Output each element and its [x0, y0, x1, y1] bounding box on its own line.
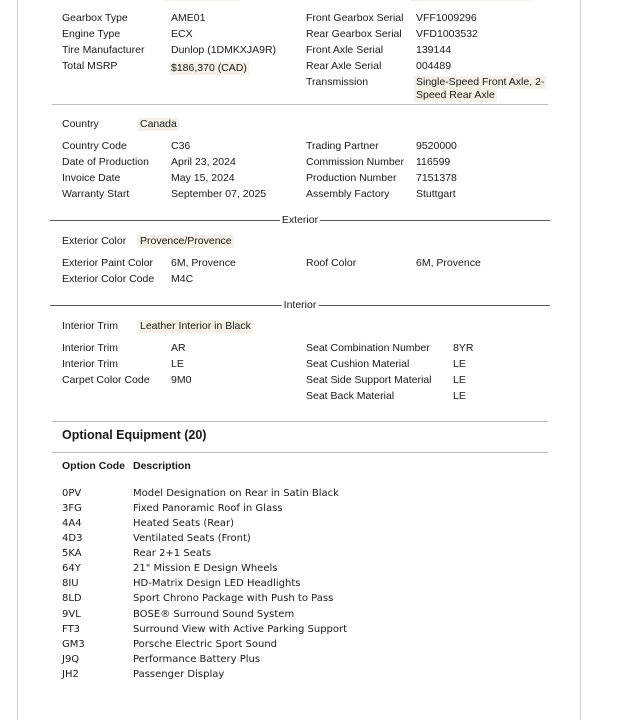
field-value: 8YR: [453, 342, 474, 354]
option-code: 4D3: [62, 533, 83, 544]
option-code: 64Y: [62, 563, 81, 574]
option-code: 8LD: [62, 593, 82, 604]
field-label: Front Axle Serial: [306, 44, 384, 56]
field-value: Dunlop (1DMKXJA9R): [171, 44, 277, 56]
field-value: April 23, 2024: [171, 156, 236, 168]
field-value: Stuttgart: [416, 188, 456, 200]
option-description: Passenger Display: [133, 669, 225, 680]
field-value: AME01: [171, 12, 206, 24]
option-description: Porsche Electric Sport Sound: [133, 639, 278, 650]
field-value: VFF1009296: [416, 12, 477, 24]
field-value: 139144: [416, 44, 452, 56]
field-label: Carpet Color Code: [62, 374, 150, 386]
field-label: Interior Trim: [62, 342, 119, 354]
field-value: LE: [453, 358, 466, 370]
field-value: Leather Interior in Black: [140, 320, 251, 332]
field-label: Exterior Paint Color: [62, 257, 154, 269]
field-label: Roof Color: [306, 257, 357, 269]
option-description: Sport Chrono Package with Push to Pass: [133, 593, 334, 604]
field-label: Exterior Color Code: [62, 273, 155, 285]
field-value: C36: [171, 140, 191, 152]
field-label: Rear Gearbox Serial: [306, 28, 402, 40]
page-left-edge: [17, 0, 18, 720]
section-title-interior: Interior: [283, 299, 317, 311]
field-label: Transmission: [306, 76, 369, 88]
field-label: Trading Partner: [306, 140, 379, 152]
field-value: Single-Speed Front Axle, 2-: [416, 76, 545, 88]
option-code: 3FG: [62, 503, 82, 514]
field-label: Assembly Factory: [306, 188, 390, 200]
column-header-code: Option Code: [62, 460, 125, 472]
option-description: Surround View with Active Parking Support: [133, 624, 348, 635]
field-label: Seat Side Support Material: [306, 374, 432, 386]
field-value: ECX: [171, 28, 193, 40]
option-code: J9Q: [62, 654, 80, 665]
field-label: Seat Cushion Material: [306, 358, 410, 370]
country-label: Country: [62, 118, 99, 130]
field-value: 004489: [416, 60, 452, 72]
field-value: LE: [171, 358, 184, 370]
option-code: FT3: [62, 624, 81, 635]
field-label: Warranty Start: [62, 188, 130, 200]
field-label: Exterior Color: [62, 235, 127, 247]
option-description: Rear 2+1 Seats: [133, 548, 212, 559]
field-label: Rear Axle Serial: [306, 60, 382, 72]
country-value: Canada: [140, 118, 177, 130]
field-label: Front Gearbox Serial: [306, 12, 404, 24]
field-value: September 07, 2025: [171, 188, 267, 200]
equipment-title: Optional Equipment (20): [62, 428, 207, 442]
field-label: Date of Production: [62, 156, 149, 168]
option-description: BOSE® Surround Sound System: [133, 609, 295, 620]
field-value: 116599: [416, 156, 451, 168]
cropped-highlight: [164, 0, 240, 1]
option-code: 9VL: [62, 609, 81, 620]
option-code: 8IU: [62, 578, 79, 589]
field-label: Total MSRP: [62, 60, 118, 72]
option-description: Heated Seats (Rear): [133, 518, 235, 529]
field-label: Interior Trim: [62, 320, 119, 332]
field-label: Tire Manufacturer: [62, 44, 145, 56]
field-label: Engine Type: [62, 28, 121, 40]
section-title-exterior: Exterior: [281, 214, 319, 226]
divider: [52, 421, 548, 422]
divider: [52, 104, 548, 105]
option-description: Fixed Panoramic Roof in Glass: [133, 503, 283, 514]
field-value: Speed Rear Axle: [416, 89, 495, 101]
field-value: 7151378: [416, 172, 457, 184]
field-value: 9M0: [171, 374, 192, 386]
option-description: Model Designation on Rear in Satin Black: [133, 488, 339, 499]
divider: [52, 452, 548, 453]
field-label: Gearbox Type: [62, 12, 128, 24]
option-code: 4A4: [62, 518, 82, 529]
option-description: Ventilated Seats (Front): [133, 533, 251, 544]
field-value: LE: [453, 390, 466, 402]
field-value: VFD1003532: [416, 28, 478, 40]
field-label: Interior Trim: [62, 358, 119, 370]
field-label: Seat Back Material: [306, 390, 395, 402]
option-description: 21" Mission E Design Wheels: [133, 563, 278, 574]
field-value: May 15, 2024: [171, 172, 235, 184]
field-value: Provence/Provence: [140, 235, 232, 247]
option-code: 0PV: [62, 488, 82, 499]
option-code: 5KA: [62, 548, 82, 559]
page-right-edge: [580, 0, 581, 720]
option-code: GM3: [62, 639, 85, 650]
field-value: $186,370 (CAD): [171, 62, 247, 74]
field-label: Production Number: [306, 172, 397, 184]
field-value: LE: [453, 374, 466, 386]
field-value: AR: [171, 342, 186, 354]
option-code: JH2: [62, 669, 79, 680]
field-label: Invoice Date: [62, 172, 121, 184]
cropped-highlight: [410, 0, 530, 1]
field-label: Seat Combination Number: [306, 342, 430, 354]
field-value: 9520000: [416, 140, 457, 152]
option-description: HD-Matrix Design LED Headlights: [133, 578, 301, 589]
option-description: Performance Battery Plus: [133, 654, 261, 665]
field-value: 6M, Provence: [416, 257, 481, 269]
column-header-description: Description: [133, 460, 191, 472]
field-label: Commission Number: [306, 156, 405, 168]
field-label: Country Code: [62, 140, 127, 152]
field-value: M4C: [171, 273, 194, 285]
field-value: 6M, Provence: [171, 257, 236, 269]
